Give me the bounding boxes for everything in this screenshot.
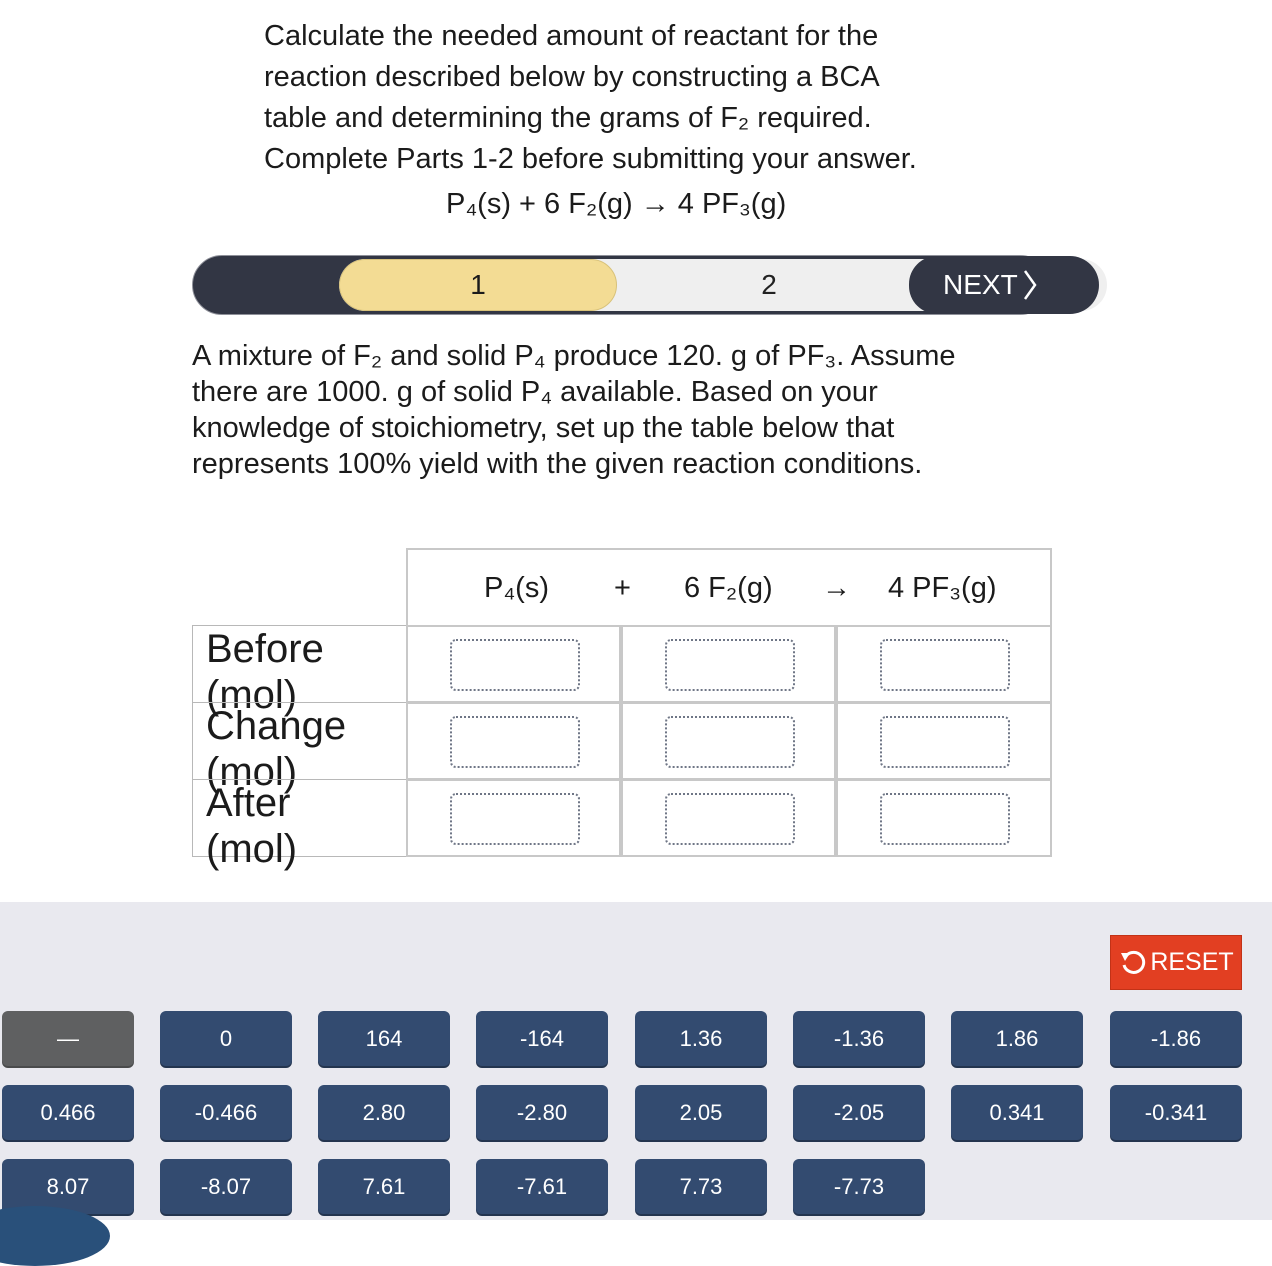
drop-slot[interactable]: [665, 793, 795, 845]
chevron-right-icon: [1022, 268, 1038, 302]
row-label-unit: (mol): [206, 673, 298, 717]
row-label-text: After: [206, 781, 291, 825]
drop-slot[interactable]: [450, 793, 580, 845]
header-p4: P₄(s): [484, 572, 549, 604]
answer-tile[interactable]: -164: [476, 1011, 608, 1066]
answer-tile[interactable]: 7.73: [635, 1159, 767, 1214]
answer-tile-blank[interactable]: —: [2, 1011, 134, 1066]
question-text: [192, 338, 1012, 482]
row-label-change: [192, 702, 408, 794]
drop-slot[interactable]: [880, 639, 1010, 691]
cell-change-f2: [621, 702, 836, 780]
answer-tile[interactable]: 1.86: [951, 1011, 1083, 1066]
answer-tile[interactable]: -7.61: [476, 1159, 608, 1214]
question-line: represents 100% yield with the given reaction conditions.: [192, 448, 923, 480]
reset-icon: [1118, 948, 1148, 978]
drop-slot[interactable]: [450, 716, 580, 768]
reset-label: RESET: [1150, 948, 1234, 976]
drop-slot[interactable]: [880, 716, 1010, 768]
next-button[interactable]: [909, 256, 1099, 314]
cell-after-p4: [406, 779, 621, 857]
step-2-button[interactable]: 2: [761, 269, 777, 300]
answer-tile[interactable]: -2.80: [476, 1085, 608, 1140]
answer-tile[interactable]: -1.36: [793, 1011, 925, 1066]
header-f2: 6 F₂(g): [684, 572, 773, 604]
answer-tile[interactable]: -0.466: [160, 1085, 292, 1140]
answer-tile[interactable]: 0.341: [951, 1085, 1083, 1140]
row-label-unit: (mol): [206, 750, 298, 794]
header-pf3: 4 PF₃(g): [888, 572, 997, 604]
header-arrow: →: [822, 572, 851, 604]
answer-tile[interactable]: -1.86: [1110, 1011, 1242, 1066]
drop-slot[interactable]: [665, 639, 795, 691]
cell-after-pf3: [836, 779, 1052, 857]
answer-tile[interactable]: -8.07: [160, 1159, 292, 1214]
row-label-text: Before: [206, 627, 324, 671]
bca-table-header: [406, 548, 1052, 626]
answer-tile[interactable]: 0: [160, 1011, 292, 1066]
step-1-button[interactable]: 1: [339, 259, 617, 311]
row-label-before: [192, 625, 408, 717]
answer-tile[interactable]: 2.05: [635, 1085, 767, 1140]
row-label-unit: (mol): [206, 827, 298, 871]
answer-tile[interactable]: -2.05: [793, 1085, 925, 1140]
answer-tile[interactable]: 164: [318, 1011, 450, 1066]
cell-before-pf3: [836, 625, 1052, 703]
row-label-text: Change: [206, 704, 347, 748]
header-plus: +: [614, 572, 631, 604]
answer-tile[interactable]: 7.61: [318, 1159, 450, 1214]
instructions-line: Complete Parts 1-2 before submitting your answer.: [264, 143, 917, 175]
instructions-line: reaction described below by constructing a BCA: [264, 61, 880, 93]
question-line: A mixture of F₂ and solid P₄ produce 120. g of PF₃. Assume: [192, 340, 956, 372]
answer-tile[interactable]: 2.80: [318, 1085, 450, 1140]
cell-change-pf3: [836, 702, 1052, 780]
drop-slot[interactable]: [665, 716, 795, 768]
cell-after-f2: [621, 779, 836, 857]
question-line: knowledge of stoichiometry, set up the table below that: [192, 412, 895, 444]
answer-tile[interactable]: -0.341: [1110, 1085, 1242, 1140]
reaction-equation-text: P₄(s) + 6 F₂(g) → 4 PF₃(g): [446, 188, 787, 220]
instructions-line: Calculate the needed amount of reactant for the: [264, 20, 879, 52]
question-line: there are 1000. g of solid P₄ available. Based on your: [192, 376, 878, 408]
instructions-line: table and determining the grams of F₂ required.: [264, 102, 872, 134]
reset-button[interactable]: [1110, 935, 1242, 990]
cell-before-p4: [406, 625, 621, 703]
row-label-after: [192, 779, 408, 871]
drop-slot[interactable]: [450, 639, 580, 691]
cell-before-f2: [621, 625, 836, 703]
part-stepper: [192, 255, 1050, 315]
answer-tile[interactable]: 1.36: [635, 1011, 767, 1066]
answer-tile[interactable]: 8.07: [2, 1159, 134, 1214]
next-label: NEXT: [943, 269, 1018, 300]
answer-tile[interactable]: -7.73: [793, 1159, 925, 1214]
drop-slot[interactable]: [880, 793, 1010, 845]
answer-tile[interactable]: 0.466: [2, 1085, 134, 1140]
cell-change-p4: [406, 702, 621, 780]
instructions: [264, 16, 1024, 180]
